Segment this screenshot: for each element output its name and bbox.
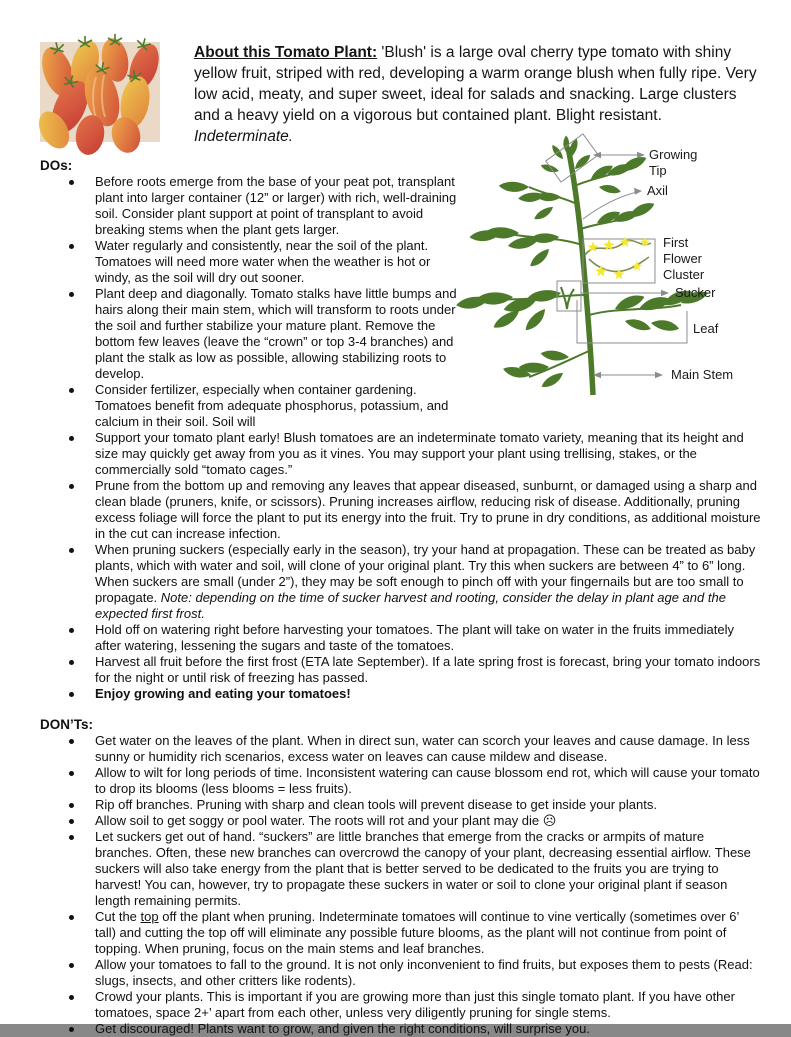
- about-indeterminate: Indeterminate.: [194, 128, 294, 145]
- list-item: Consider fertilizer, especially when container gardening. Tomatoes benefit from adequate phosphorus, potassium, and calcium in their soil. Soil will: [40, 382, 761, 430]
- list-item: Water regularly and consistently, near the soil of the plant. Tomatoes will need more water when the weather is hot or windy, as the soil will dry out sooner.: [40, 238, 761, 286]
- donts-list: [40, 733, 761, 1037]
- underlined-word: top: [140, 909, 159, 924]
- list-item: Plant deep and diagonally. Tomato stalks have little bumps and hairs along their main stem, which will transform to roots under the soil and further stabilize your mature plant. Remove the bottom few leaves (leave the “crown” or top 3-4 branches) and plant the stalk as low as possible, allowing stabilizing roots to develop.: [40, 286, 761, 382]
- list-item: Enjoy growing and eating your tomatoes!: [40, 686, 761, 702]
- about-description: 'Blush' is a large oval cherry type tomato with shiny yellow fruit, striped with red, developing a warm orange blush when fully ripe. Very low acid, meaty, and super sweet, ideal for salads and snacking. Large clusters and a heavy yield on a vigorous but contained plant. Blight resistant.: [194, 44, 757, 124]
- note-text: Note: depending on the time of sucker harvest and rooting, consider the delay in plant age and the expected first frost.: [95, 590, 726, 621]
- list-item: Get discouraged! Plants want to grow, and given the right conditions, will surprise you.: [40, 1021, 761, 1037]
- list-item: Allow to wilt for long periods of time. Inconsistent watering can cause blossom end rot, which will cause your tomato to drop its blooms (less blooms = less fruits).: [40, 765, 761, 797]
- donts-heading: DON’Ts:: [40, 717, 93, 732]
- list-item: Support your tomato plant early! Blush tomatoes are an indeterminate tomato variety, meaning that its height and size may quickly get away from you as it vines. You may support your plant using trellising, stakes, or the commercially sold “tomato cages.”: [40, 430, 761, 478]
- dos-heading: DOs:: [40, 158, 73, 173]
- label-axil: Axil: [647, 183, 668, 198]
- donts-section: [40, 716, 761, 1037]
- label-first: First: [663, 235, 689, 250]
- list-item: Allow soil to get soggy or pool water. The roots will rot and your plant may die ☹: [40, 813, 761, 829]
- list-item: Allow your tomatoes to fall to the ground. It is not only inconvenient to find fruits, but exposes them to pests (Read: slugs, insects, and other critters like rodents).: [40, 957, 761, 989]
- list-item: Hold off on watering right before harvesting your tomatoes. The plant will take on water in the fruits immediately after watering, lessening the sugars and taste of the tomatoes.: [40, 622, 761, 654]
- header: [40, 42, 761, 147]
- label-sucker: Sucker: [675, 285, 716, 300]
- dos-section: [40, 147, 761, 702]
- list-item: Before roots emerge from the base of your peat pot, transplant plant into larger container (12” or larger) with rich, well-draining soil. Consider plant support at point of transplant to avoid breaking stems when the plant gets larger.: [40, 174, 761, 238]
- label-cluster: Cluster: [663, 267, 705, 282]
- label-growing-tip: Growing: [649, 147, 698, 162]
- list-item: Prune from the bottom up and removing any leaves that appear diseased, sunburnt, or damaged using a sharp and clean blade (pruners, knife, or scissors). Pruning increases airflow, reducing risk of disease. Additionally, pruning excess foliage will force the plant to put its energy into the fruit. Try to prune in dry conditions, as additional moisture in the cut can increase infection.: [40, 478, 761, 542]
- list-item: Let suckers get out of hand. “suckers” are little branches that emerge from the cracks or armpits of mature branches. Often, these new branches can overcrowd the canopy of your plant, decreasing essential airflow. These suckers will also take energy from the plant that is better served to be dedicated to the fruits you are trying to harvest! You can, however, try to propagate these suckers in water or soil to clone your original plant if season length remaining permits.: [40, 829, 761, 909]
- list-item: Rip off branches. Pruning with sharp and clean tools will prevent disease to get inside your plants.: [40, 797, 761, 813]
- tomato-photo: [40, 42, 160, 142]
- list-item: Cut the top off the plant when pruning. Indeterminate tomatoes will continue to vine vertically (sometimes over 6’ tall) and cutting the top off will eliminate any possible future blooms, as the plant will not continue from point of topping. When pruning, focus on the main stems and leaf branches.: [40, 909, 761, 957]
- label-growing-tip-2: Tip: [649, 163, 667, 178]
- label-main-stem: Main Stem: [671, 367, 734, 382]
- list-item: Get water on the leaves of the plant. When in direct sun, water can scorch your leaves and cause damage. In less sunny or humidity rich scenarios, excess water on leaves can cause mildew and disease.: [40, 733, 761, 765]
- about-title: About this Tomato Plant:: [194, 44, 378, 61]
- list-item: Crowd your plants. This is important if you are growing more than just this single tomato plant. If you have other tomatoes, space 2+’ apart from each other, unless very diligently pruning for single stems.: [40, 989, 761, 1021]
- label-leaf: Leaf: [693, 321, 719, 336]
- label-flower: Flower: [663, 251, 703, 266]
- dos-list: [40, 174, 761, 702]
- list-item: Harvest all fruit before the first frost (ETA late September). If a late spring frost is forecast, bring your tomato indoors for the night or until risk of freezing has passed.: [40, 654, 761, 686]
- about-paragraph: [194, 42, 761, 147]
- list-item: When pruning suckers (especially early in the season), try your hand at propagation. These can be treated as baby plants, which with water and soil, will clone of your original plant. Try this when suckers are between 4” to 6” long. When suckers are small (under 2”), they may be soft enough to pinch off with your fingernails but are too small to propagate. Note: depending on the time of sucker harvest and rooting, consider the delay in plant age and the expected first frost.: [40, 542, 761, 622]
